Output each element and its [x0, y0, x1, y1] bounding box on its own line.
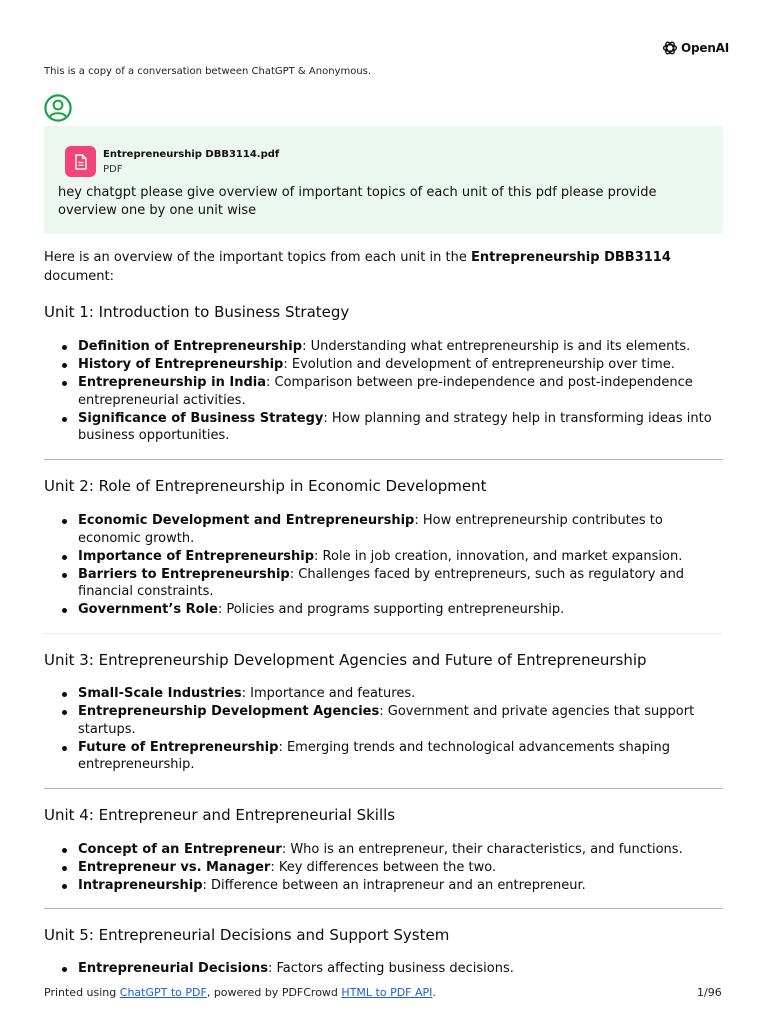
footer-text: , powered by PDFCrowd — [206, 986, 342, 999]
unit-1-heading: Unit 1: Introduction to Business Strategy — [44, 303, 350, 321]
item-term: Future of Entrepreneurship — [78, 739, 279, 755]
item-desc: : Difference between an intrapreneur and an entrepreneur. — [202, 877, 586, 893]
item-term: Entrepreneur vs. Manager — [78, 859, 271, 875]
item-desc: : Factors affecting business decisions. — [267, 961, 514, 976]
list-item — [78, 859, 724, 877]
pdf-file-icon[interactable] — [65, 146, 96, 177]
unit-4-heading: Unit 4: Entrepreneur and Entrepreneurial Skills — [44, 806, 396, 824]
print-footer — [44, 986, 436, 999]
item-desc: : Importance and features. — [241, 686, 416, 701]
item-desc: : Understanding what entrepreneurship is and its elements. — [302, 339, 691, 354]
openai-logo — [662, 40, 729, 56]
item-desc: : Role in job creation, innovation, and market expansion. — [314, 548, 683, 564]
list-item — [78, 739, 724, 774]
list-item — [78, 512, 724, 547]
openai-wordmark: OpenAI — [681, 41, 730, 55]
item-term: Economic Development and Entrepreneurship — [78, 513, 415, 528]
html-to-pdf-api-link[interactable]: HTML to PDF API — [341, 986, 433, 999]
conversation-copy-note: This is a copy of a conversation between ChatGPT & Anonymous. — [44, 66, 372, 77]
item-term: Significance of Business Strategy — [78, 410, 324, 426]
list-item — [78, 410, 724, 445]
list-item — [78, 601, 724, 619]
item-term: Entrepreneurial Decisions — [78, 961, 268, 976]
item-desc: : Key differences between the two. — [270, 859, 497, 875]
list-item — [78, 338, 724, 356]
attachment-type: PDF — [103, 164, 123, 175]
list-item — [78, 703, 724, 738]
list-item — [78, 960, 724, 978]
list-item — [78, 877, 724, 895]
user-avatar-icon — [44, 94, 72, 122]
chatgpt-to-pdf-link[interactable]: ChatGPT to PDF — [119, 986, 207, 999]
item-term: Entrepreneurship Development Agencies — [78, 703, 380, 719]
unit-2-list — [44, 512, 724, 619]
list-item — [78, 566, 724, 601]
section-divider — [44, 788, 723, 789]
intro-text-end: document: — [44, 269, 114, 284]
item-term: Barriers to Entrepreneurship — [78, 566, 290, 582]
item-term: Entrepreneurship in India — [78, 374, 266, 390]
unit-3-heading: Unit 3: Entrepreneurship Development Agencies and Future of Entrepreneurship — [44, 651, 647, 669]
item-term: Intrapreneurship — [78, 877, 203, 893]
item-term: Definition of Entrepreneurship — [78, 339, 303, 354]
item-desc: : Government and private agencies that support startups. — [78, 703, 695, 737]
item-term: Government’s Role — [78, 602, 218, 618]
section-divider — [44, 908, 723, 909]
list-item — [78, 685, 724, 703]
intro-text: Here is an overview of the important topics from each unit in the — [44, 250, 471, 265]
unit-3-list — [44, 685, 724, 774]
list-item — [78, 548, 724, 566]
response-intro — [44, 248, 724, 286]
list-item — [78, 374, 724, 409]
item-desc: : How entrepreneurship contributes to economic growth. — [78, 513, 663, 546]
attachment-filename[interactable]: Entrepreneurship DBB3114.pdf — [103, 149, 280, 160]
unit-1-list — [44, 338, 724, 445]
unit-5-list — [44, 960, 724, 978]
footer-text: . — [432, 986, 436, 999]
item-desc: : Who is an entrepreneur, their characteristics, and functions. — [281, 842, 683, 857]
item-term: History of Entrepreneurship — [78, 356, 284, 372]
intro-bold-title: Entrepreneurship DBB3114 — [470, 250, 671, 265]
item-desc: : Emerging trends and technological advancements shaping entrepreneurship. — [78, 739, 671, 773]
list-item — [78, 841, 724, 859]
item-desc: : Challenges faced by entrepreneurs, such as regulatory and financial constraints. — [78, 566, 685, 600]
unit-2-heading: Unit 2: Role of Entrepreneurship in Economic Development — [44, 477, 487, 495]
section-divider — [44, 633, 723, 634]
openai-knot-icon — [662, 40, 678, 56]
list-item — [78, 356, 724, 374]
item-desc: : Evolution and development of entrepreneurship over time. — [283, 356, 675, 372]
footer-text: Printed using — [44, 986, 120, 999]
user-message-text: hey chatgpt please give overview of important topics of each unit of this pdf please provide overview one by one unit wise — [58, 185, 657, 218]
item-term: Concept of an Entrepreneur — [78, 842, 282, 857]
item-desc: : Policies and programs supporting entrepreneurship. — [217, 602, 565, 618]
unit-5-heading: Unit 5: Entrepreneurial Decisions and Support System — [44, 926, 450, 944]
item-desc: : How planning and strategy help in transforming ideas into business opportunities. — [78, 410, 712, 444]
item-desc: : Comparison between pre-independence and post-independence entrepreneurial activities. — [78, 374, 693, 408]
document-icon — [74, 154, 88, 170]
unit-4-list — [44, 841, 724, 895]
item-term: Small-Scale Industries — [78, 686, 242, 701]
section-divider — [44, 459, 723, 460]
page-number: 1/96 — [697, 986, 722, 999]
item-term: Importance of Entrepreneurship — [78, 548, 315, 564]
